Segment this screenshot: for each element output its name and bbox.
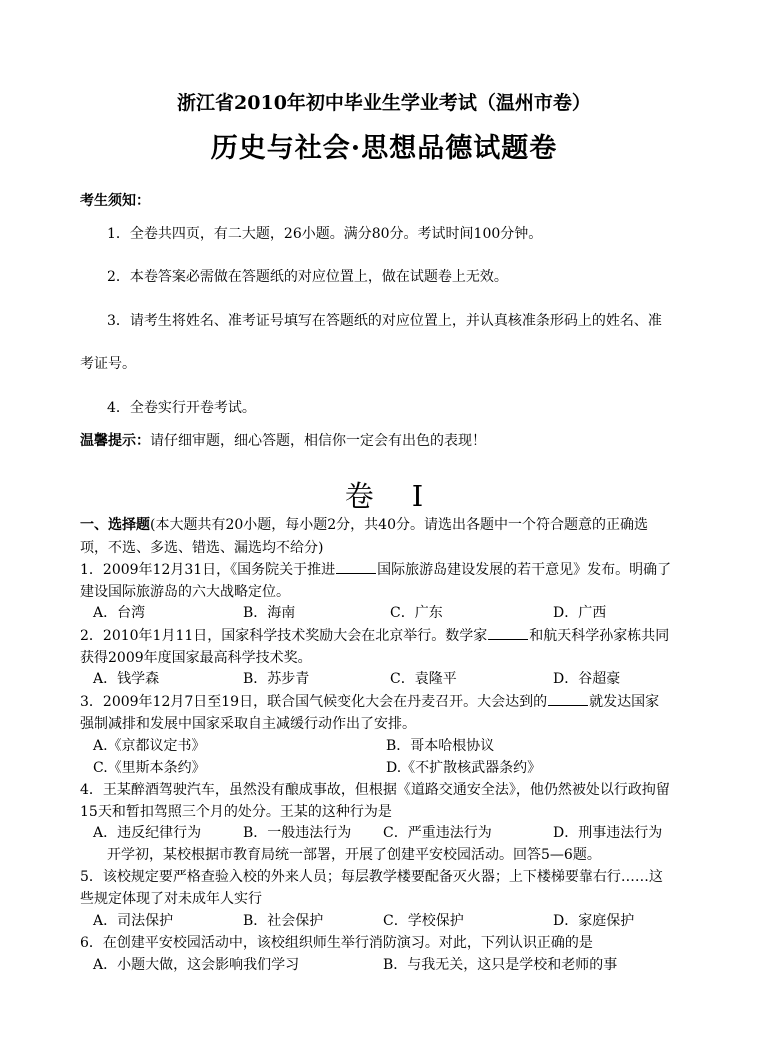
q1-line1 bbox=[80, 559, 671, 579]
q5-option-c: C．学校保护 bbox=[383, 913, 464, 929]
warm-tip bbox=[80, 430, 486, 450]
part1-heading bbox=[80, 514, 648, 534]
warm-tip-label: 温馨提示： bbox=[80, 433, 150, 449]
section-numeral: I bbox=[411, 479, 424, 513]
q2-blank bbox=[488, 638, 528, 640]
q2-line2: 获得2009年度国家最高科学技术奖。 bbox=[80, 650, 312, 666]
q1-line2: 建设国际旅游岛的六大战略定位。 bbox=[80, 584, 290, 600]
q4-option-b: B．一般违法行为 bbox=[243, 825, 352, 841]
q2-option-d: D．谷超豪 bbox=[553, 671, 621, 687]
q1-option-b: B．海南 bbox=[243, 605, 296, 621]
notice-heading: 考生须知： bbox=[80, 193, 150, 209]
q2-line1 bbox=[80, 625, 669, 645]
q3-option-a: A.《京都议定书》 bbox=[93, 738, 206, 754]
notice-item-1: 1．全卷共四页，有二大题，26小题。满分80分。考试时间100分钟。 bbox=[107, 226, 543, 242]
q5-option-a: A．司法保护 bbox=[93, 913, 174, 929]
part1-heading-line2: 项，不选、多选、错选、漏选均不给分) bbox=[80, 540, 324, 556]
q3-line1 bbox=[80, 691, 659, 711]
q2-text-a: 2．2010年1月11日，国家科学技术奖励大会在北京举行。数学家 bbox=[80, 628, 488, 644]
q4-line1: 4．王某醉酒驾驶汽车，虽然没有酿成事故，但根据《道路交通安全法》，他仍然被处以行政拘留 bbox=[80, 782, 670, 798]
q1-option-a: A．台湾 bbox=[93, 605, 146, 621]
subject-title: 历史与社会·思想品德试题卷 bbox=[210, 133, 558, 164]
q2-option-c: C．袁隆平 bbox=[390, 671, 457, 687]
exam-title: 浙江省2010年初中毕业生学业考试（温州市卷） bbox=[177, 92, 591, 114]
intro-5-6: 开学初，某校根据市教育局统一部署，开展了创建平安校园活动。回答5—6题。 bbox=[107, 847, 601, 863]
q3-option-d: D.《不扩散核武器条约》 bbox=[386, 760, 542, 776]
q1-blank bbox=[336, 572, 376, 574]
q4-line2: 15天和暂扣驾照三个月的处分。王某的这种行为是 bbox=[80, 804, 392, 820]
q3-option-c: C.《里斯本条约》 bbox=[93, 760, 206, 776]
q3-option-b: B．哥本哈根协议 bbox=[386, 738, 495, 754]
q5-line1: 5．该校规定要严格查验入校的外来人员；每层教学楼要配备灭火器；上下楼梯要靠右行……这 bbox=[80, 869, 663, 885]
q5-line2: 些规定体现了对未成年人实行 bbox=[80, 891, 262, 907]
section-heading bbox=[0, 474, 768, 515]
q4-option-a: A．违反纪律行为 bbox=[93, 825, 202, 841]
q3-text-a: 3．2009年12月7日至19日，联合国气候变化大会在丹麦召开。大会达到的 bbox=[80, 694, 548, 710]
q4-option-d: D．刑事违法行为 bbox=[553, 825, 663, 841]
q6-line1: 6．在创建平安校园活动中，该校组织师生举行消防演习。对此，下列认识正确的是 bbox=[80, 935, 593, 951]
q3-line2: 强制减排和发展中国家采取自主减缓行动作出了安排。 bbox=[80, 716, 416, 732]
q1-option-c: C．广东 bbox=[390, 605, 443, 621]
q5-option-b: B．社会保护 bbox=[243, 913, 324, 929]
q2-option-b: B．苏步青 bbox=[243, 671, 310, 687]
notice-item-3-cont: 考证号。 bbox=[80, 356, 136, 372]
notice-item-4: 4．全卷实行开卷考试。 bbox=[107, 400, 256, 416]
notice-item-2: 2．本卷答案必需做在答题纸的对应位置上，做在试题卷上无效。 bbox=[107, 269, 508, 285]
part1-heading-bold: 一、选择题 bbox=[80, 517, 150, 533]
q1-text-b: 国际旅游岛建设发展的若干意见》发布。明确了 bbox=[377, 562, 672, 578]
q2-option-a: A．钱学森 bbox=[93, 671, 160, 687]
q6-option-b: B．与我无关，这只是学校和老师的事 bbox=[383, 957, 618, 973]
q3-text-b: 就发达国家 bbox=[589, 694, 660, 710]
q4-option-c: C．严重违法行为 bbox=[383, 825, 492, 841]
q2-text-b: 和航天科学孙家栋共同 bbox=[529, 628, 670, 644]
q6-option-a: A．小题大做，这会影响我们学习 bbox=[93, 957, 300, 973]
part1-heading-rest: (本大题共有20小题，每小题2分，共40分。请选出各题中一个符合题意的正确选 bbox=[150, 517, 648, 533]
q1-option-d: D．广西 bbox=[553, 605, 607, 621]
notice-item-3: 3．请考生将姓名、准考证号填写在答题纸的对应位置上，并认真核准条形码上的姓名、准 bbox=[107, 313, 662, 329]
q1-text-a: 1．2009年12月31日，《国务院关于推进 bbox=[80, 562, 336, 578]
q5-option-d: D．家庭保护 bbox=[553, 913, 635, 929]
section-juan: 卷 bbox=[344, 479, 374, 513]
q3-blank bbox=[548, 704, 588, 706]
warm-tip-text: 请仔细审题，细心答题，相信你一定会有出色的表现！ bbox=[150, 433, 486, 449]
